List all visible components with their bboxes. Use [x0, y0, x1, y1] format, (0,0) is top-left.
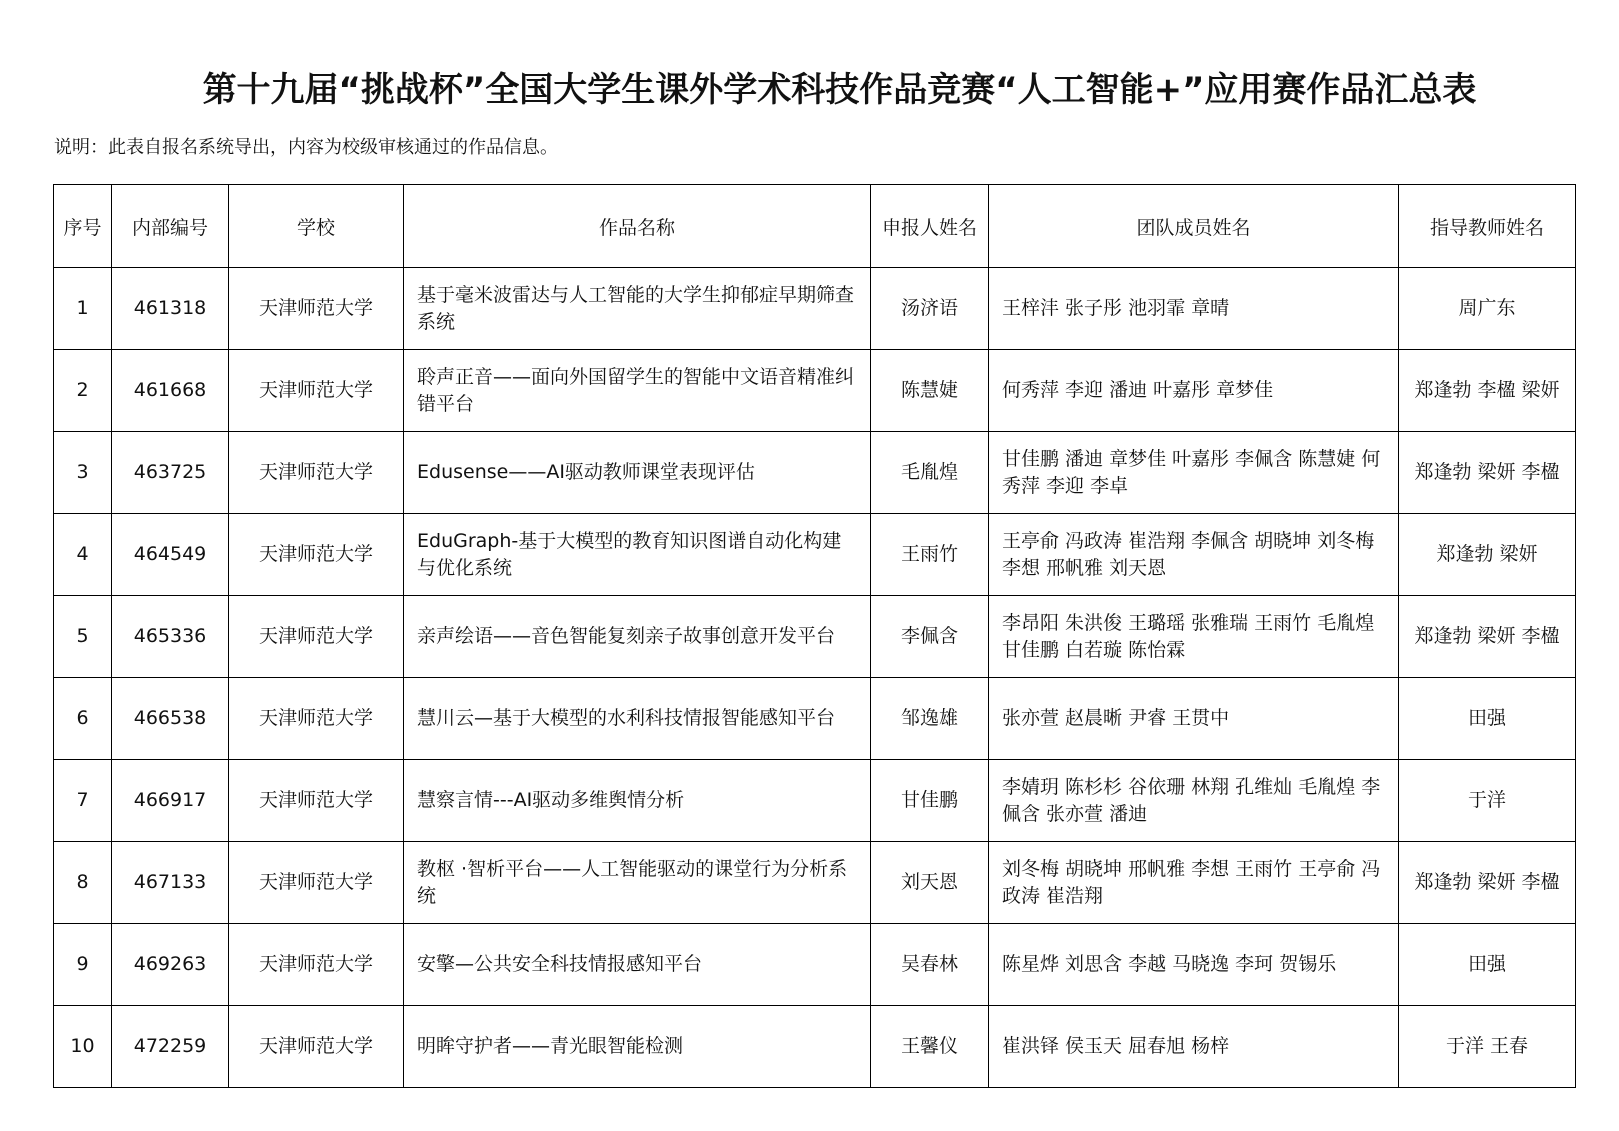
- cell-teacher: 郑逢勃 梁妍 李楹: [1399, 842, 1576, 924]
- cell-team: 陈星烨 刘思含 李越 马晓逸 李珂 贺锡乐: [989, 924, 1399, 1006]
- cell-applicant: 吴春林: [871, 924, 989, 1006]
- cell-applicant: 李佩含: [871, 596, 989, 678]
- cell-code: 464549: [112, 514, 229, 596]
- document-note: 说明：此表自报名系统导出，内容为校级审核通过的作品信息。: [54, 137, 558, 158]
- cell-code: 461668: [112, 350, 229, 432]
- cell-school: 天津师范大学: [229, 678, 404, 760]
- cell-teacher: 于洋: [1399, 760, 1576, 842]
- cell-work: 慧川云—基于大模型的水利科技情报智能感知平台: [404, 678, 871, 760]
- cell-team: 崔洪铎 侯玉天 屈春旭 杨梓: [989, 1006, 1399, 1088]
- works-summary-table: [53, 184, 1576, 1088]
- cell-seq: 4: [54, 514, 112, 596]
- table-row: [54, 678, 1576, 760]
- cell-school: 天津师范大学: [229, 596, 404, 678]
- cell-applicant: 王雨竹: [871, 514, 989, 596]
- cell-team: 甘佳鹏 潘迪 章梦佳 叶嘉彤 李佩含 陈慧婕 何秀萍 李迎 李卓: [989, 432, 1399, 514]
- cell-teacher: 郑逢勃 梁妍 李楹: [1399, 596, 1576, 678]
- header-school: 学校: [229, 185, 404, 268]
- table-row: [54, 1006, 1576, 1088]
- cell-applicant: 陈慧婕: [871, 350, 989, 432]
- cell-school: 天津师范大学: [229, 1006, 404, 1088]
- cell-code: 472259: [112, 1006, 229, 1088]
- cell-school: 天津师范大学: [229, 842, 404, 924]
- cell-applicant: 汤济语: [871, 268, 989, 350]
- cell-code: 466538: [112, 678, 229, 760]
- cell-applicant: 王馨仪: [871, 1006, 989, 1088]
- header-work: 作品名称: [404, 185, 871, 268]
- cell-applicant: 甘佳鹏: [871, 760, 989, 842]
- cell-seq: 9: [54, 924, 112, 1006]
- cell-team: 张亦萱 赵晨晰 尹睿 王贯中: [989, 678, 1399, 760]
- cell-code: 461318: [112, 268, 229, 350]
- header-team: 团队成员姓名: [989, 185, 1399, 268]
- cell-school: 天津师范大学: [229, 924, 404, 1006]
- cell-team: 李昂阳 朱洪俊 王璐瑶 张雅瑞 王雨竹 毛胤煌 甘佳鹏 白若璇 陈怡霖: [989, 596, 1399, 678]
- cell-work: EduGraph-基于大模型的教育知识图谱自动化构建与优化系统: [404, 514, 871, 596]
- cell-work: 聆声正音——面向外国留学生的智能中文语音精准纠错平台: [404, 350, 871, 432]
- cell-seq: 3: [54, 432, 112, 514]
- table-row: [54, 760, 1576, 842]
- cell-team: 何秀萍 李迎 潘迪 叶嘉彤 章梦佳: [989, 350, 1399, 432]
- header-teacher: 指导教师姓名: [1399, 185, 1576, 268]
- cell-seq: 10: [54, 1006, 112, 1088]
- cell-team: 王梓沣 张子彤 池羽霏 章晴: [989, 268, 1399, 350]
- cell-seq: 8: [54, 842, 112, 924]
- cell-seq: 5: [54, 596, 112, 678]
- table-row: [54, 596, 1576, 678]
- table-row: [54, 268, 1576, 350]
- cell-work: 慧察言情---AI驱动多维舆情分析: [404, 760, 871, 842]
- cell-code: 469263: [112, 924, 229, 1006]
- header-code: 内部编号: [112, 185, 229, 268]
- cell-team: 刘冬梅 胡晓坤 邢帆雅 李想 王雨竹 王亭俞 冯政涛 崔浩翔: [989, 842, 1399, 924]
- table-row: [54, 514, 1576, 596]
- cell-work: 明眸守护者——青光眼智能检测: [404, 1006, 871, 1088]
- cell-school: 天津师范大学: [229, 350, 404, 432]
- table-row: [54, 842, 1576, 924]
- cell-applicant: 刘天恩: [871, 842, 989, 924]
- cell-teacher: 郑逢勃 梁妍 李楹: [1399, 432, 1576, 514]
- cell-teacher: 田强: [1399, 678, 1576, 760]
- cell-seq: 6: [54, 678, 112, 760]
- cell-teacher: 于洋 王春: [1399, 1006, 1576, 1088]
- cell-teacher: 郑逢勃 李楹 梁妍: [1399, 350, 1576, 432]
- cell-code: 466917: [112, 760, 229, 842]
- cell-teacher: 周广东: [1399, 268, 1576, 350]
- cell-code: 465336: [112, 596, 229, 678]
- cell-teacher: 郑逢勃 梁妍: [1399, 514, 1576, 596]
- document-title: 第十九届“挑战杯”全国大学生课外学术科技作品竞赛“人工智能+”应用赛作品汇总表: [202, 70, 1477, 110]
- cell-team: 王亭俞 冯政涛 崔浩翔 李佩含 胡晓坤 刘冬梅 李想 邢帆雅 刘天恩: [989, 514, 1399, 596]
- cell-applicant: 邹逸雄: [871, 678, 989, 760]
- cell-school: 天津师范大学: [229, 432, 404, 514]
- cell-work: 亲声绘语——音色智能复刻亲子故事创意开发平台: [404, 596, 871, 678]
- table-row: [54, 350, 1576, 432]
- cell-teacher: 田强: [1399, 924, 1576, 1006]
- cell-seq: 2: [54, 350, 112, 432]
- header-applicant: 申报人姓名: [871, 185, 989, 268]
- cell-applicant: 毛胤煌: [871, 432, 989, 514]
- cell-code: 467133: [112, 842, 229, 924]
- cell-school: 天津师范大学: [229, 760, 404, 842]
- cell-work: 基于毫米波雷达与人工智能的大学生抑郁症早期筛查系统: [404, 268, 871, 350]
- table-row: [54, 432, 1576, 514]
- cell-work: 教枢 ·智析平台——人工智能驱动的课堂行为分析系统: [404, 842, 871, 924]
- cell-seq: 1: [54, 268, 112, 350]
- cell-code: 463725: [112, 432, 229, 514]
- cell-team: 李婧玥 陈杉杉 谷依珊 林翔 孔维灿 毛胤煌 李佩含 张亦萱 潘迪: [989, 760, 1399, 842]
- cell-work: 安擎—公共安全科技情报感知平台: [404, 924, 871, 1006]
- cell-seq: 7: [54, 760, 112, 842]
- table-header-row: [54, 185, 1576, 268]
- cell-school: 天津师范大学: [229, 268, 404, 350]
- cell-work: Edusense——AI驱动教师课堂表现评估: [404, 432, 871, 514]
- header-seq: 序号: [54, 185, 112, 268]
- cell-school: 天津师范大学: [229, 514, 404, 596]
- table-row: [54, 924, 1576, 1006]
